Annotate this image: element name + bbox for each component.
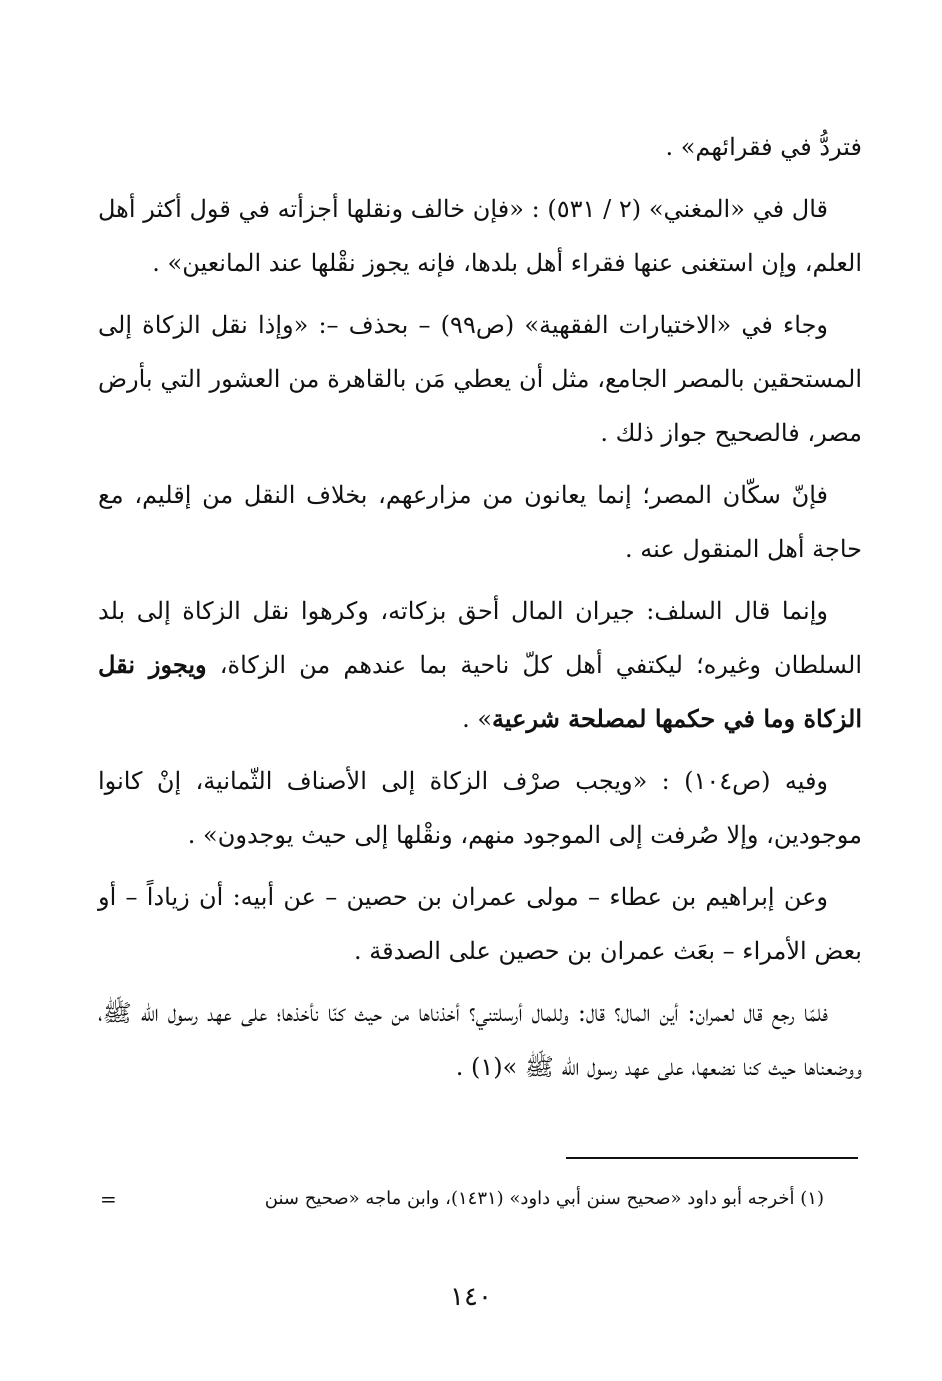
paragraph-3: وجاء في «الاختيارات الفقهية» (ص٩٩) – بحذف –: «وإذا نقل الزكاة إلى المستحقين بالمصر الجامع، مثل أن يعطي مَن بالقاهرة من العشور التي بأرض مصر، فالصحيح جواز ذلك . (98, 311, 862, 447)
paragraph-1: فتردُّ في فقرائهم» . (665, 133, 862, 161)
paragraph-7: وعن إبراهيم بن عطاء – مولى عمران بن حصين – عن أبيه: أن زياداً – أو بعض الأمراء – بعَث عمران بن حصين على الصدقة . (98, 883, 862, 965)
page-number: ١٤٠ (450, 1282, 492, 1312)
main-text (98, 120, 862, 1102)
footnote-divider (566, 1157, 858, 1159)
paragraph-6: وفيه (ص١٠٤) : «ويجب صرْف الزكاة إلى الأصناف الثّمانية، إنْ كانوا موجودين، وإلا صُرفت إلى الموجود منهم، ونقْلها إلى حيث يوجدون» . (98, 767, 862, 849)
paragraph-8: فلمّا رجع قال لعمران: أين المال؟ قال: وللمال أرسلتني؟ أخذناها من حيث كنّا نأخذها؛ على عهد رسول الله ﷺ، ووضعناها حيث كنا نضعها، على عهد رسول الله ﷺ »(١) . (98, 999, 862, 1081)
paragraph-4: فإنّ سكّان المصر؛ إنما يعانون من مزارعهم، بخلاف النقل من إقليم، مع حاجة أهل المنقول عنه . (98, 481, 862, 563)
continuation-mark: = (100, 1187, 117, 1211)
bold-phrase: ويجوز نقل الزكاة وما في حكمها لمصلحة شرعية (98, 650, 862, 733)
paragraph-2: قال في «المغني» (٢ / ٥٣١) : «فإن خالف ونقلها أجزأته في قول أكثر أهل العلم، وإن استغنى عنها فقراء أهل بلدها، فإنه يجوز نقْلها عند المانعين» . (98, 195, 862, 277)
paragraph-5: وإنما قال السلف: جيران المال أحق بزكاته، وكرهوا نقل الزكاة إلى بلد السلطان وغيره؛ ليكتفي أهل كلّ ناحية بما عندهم من الزكاة، ويجوز نقل الزكاة وما في حكمها لمصلحة شرعية» . (98, 597, 862, 733)
footnote: (١) أخرجه أبو داود «صحيح سنن أبي داود» (١٤٣١)، وابن ماجه «صحيح سنن (264, 1188, 824, 1209)
